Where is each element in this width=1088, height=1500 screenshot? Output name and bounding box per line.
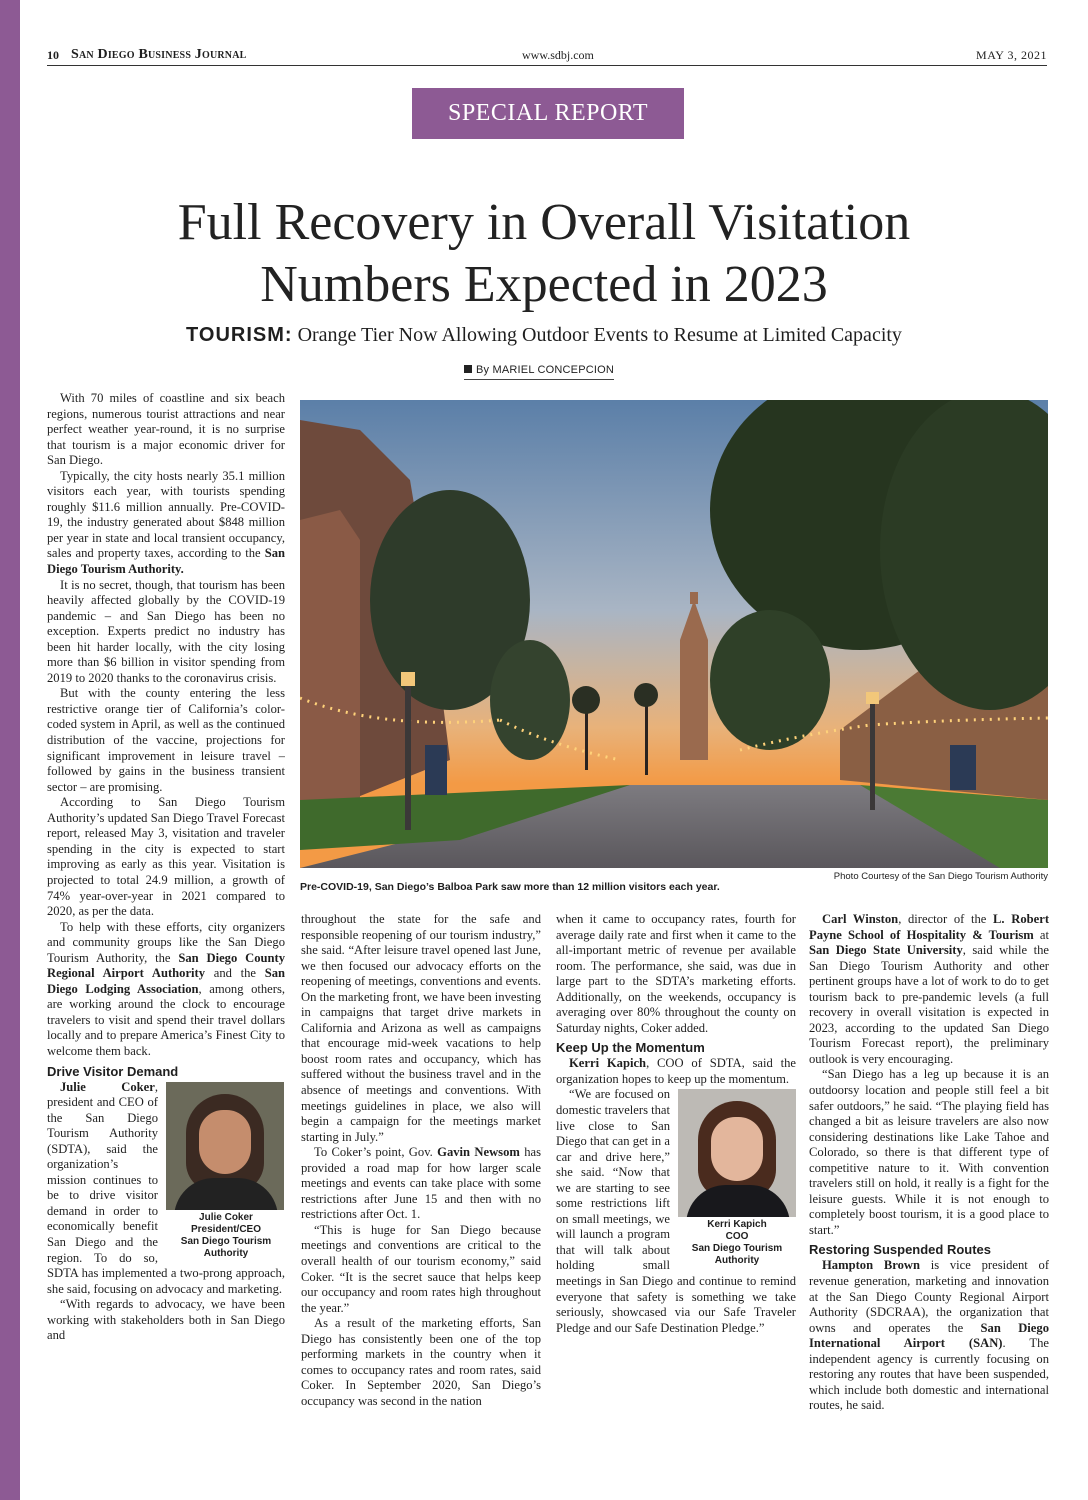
square-bullet-icon — [464, 365, 472, 373]
text-run: . The independent agency is currently focusing on restoring any routes that have been suspended, which include both domestic and international routes, he said. — [809, 1336, 1049, 1413]
headline-line-1: Full Recovery in Overall Visitation — [177, 194, 911, 251]
paragraph: According to San Diego Tourism Authority’s updated San Diego Travel Forecast report, released May 3, visitation and traveler spending in the city is expected to start improving as early as this year. Visitation is projected to total 24.9 million, a growth of 74% year-over-year in 2021 compared to 2020, as per the data. — [47, 795, 285, 919]
text-run: is vice president of revenue generation, marketing and innovation at the San Diego County Regional Airport Authority (SDCRAA), the organization that owns and operates the — [809, 1258, 1049, 1335]
paragraph — [47, 469, 285, 578]
special-report-banner — [412, 88, 684, 139]
side-accent-bar — [0, 0, 20, 1500]
bold-entity: San Diego Lodging Association — [47, 966, 285, 996]
caption-org: San Diego Tourism Authority — [180, 1235, 272, 1259]
paragraph: It is no secret, though, that tourism has been heavily affected globally by the COVID-19 pandemic – and San Diego has been no exception. Experts predict no industry has been hit harder locally, with the city losing more than $6 billion in visitor spending from 2019 to 2020 thanks to the coronavirus crisis. — [47, 577, 285, 685]
paragraph: As a result of the marketing efforts, San Diego has consistently been one of the top performing markets in the country when it comes to occupancy rates and room rates, said Coker. In September 2020, San Diego’s occupancy was second in the nation — [301, 1316, 541, 1408]
kerri-kapich-caption — [678, 1219, 796, 1267]
bold-entity: Kerri Kapich — [569, 1056, 647, 1071]
text-run: , said while the San Diego Tourism Authority and other pertinent groups have a lot of work to do to get tourism back to pre-pandemic levels (a full recovery in overall visitation is expected in 2023, according to the updated San Diego Tourism Forecast report), the preliminary outlook is very encouraging. — [809, 943, 1049, 1066]
bold-entity: San Diego International Airport (SAN) — [809, 1320, 1049, 1351]
article-column-3 — [556, 912, 796, 1492]
text-run: at — [1033, 927, 1049, 942]
bold-entity: L. Robert Payne School of Hospitality & Tourism — [809, 912, 1049, 942]
paragraph: But with the county entering the less restrictive orange tier of California’s color-coded system in April, as well as the continued distribution of the vaccine, projections for significant improvement in leisure travel – followed by gains in the business transient sector – are promising. — [47, 686, 285, 794]
publication-name: San Diego Business Journal — [71, 47, 247, 62]
bold-entity: Carl Winston — [822, 912, 899, 926]
byline-text: By MARIEL CONCEPCION — [476, 364, 615, 376]
bold-entity: Hampton Brown — [822, 1258, 920, 1273]
article-headline — [60, 192, 1028, 316]
text-run: , director of the — [898, 912, 994, 926]
paragraph — [47, 920, 285, 1060]
subhead-drive-visitor-demand: Drive Visitor Demand — [47, 1063, 179, 1079]
page-number: 10 — [47, 48, 59, 62]
page-header — [47, 46, 1047, 64]
main-photo-caption: Pre-COVID-19, San Diego’s Balboa Park saw more than 12 million visitors each year. — [300, 881, 720, 893]
paragraph — [301, 1145, 541, 1223]
text-run: , president and CEO of the San Diego Tourism Authority (SDTA), said the organization’s mission continues to be to drive visitor demand in order to economically benefit San Diego and the region. To do so, SDTA has implemented a two-prong approach, she said, focusing on advocacy and marketing. — [47, 1079, 285, 1296]
issue-date: MAY 3, 2021 — [976, 48, 1047, 62]
caption-name: Julie Coker — [199, 1211, 253, 1223]
text-run: To Coker’s point, Gov. — [314, 1145, 438, 1160]
balboa-park-photo — [300, 400, 1048, 868]
text-run: , COO of SDTA, said the organization hopes to keep up the momentum. — [556, 1056, 796, 1086]
caption-name: Kerri Kapich — [707, 1219, 767, 1231]
balboa-park-illustration — [300, 400, 1048, 868]
text-run: Typically, the city hosts nearly 35.1 million visitors each year, with tourists spending roughly $11.6 million annually. Pre-COVID-19, the industry generated about $848 million per year in state and local transient occupancy, sales and property taxes, according to the — [47, 468, 285, 561]
bold-entity: Gavin Newsom — [437, 1145, 520, 1160]
paragraph — [809, 912, 1049, 1067]
paragraph: “This is huge for San Diego because meetings and conventions are critical to the overall health of our tourism economy,” said Coker. “It is the secret sauce that helps keep our occupancy and room rates high throughout the year.” — [301, 1222, 541, 1315]
paragraph: when it came to occupancy rates, fourth for average daily rate and first when it came to the all-important metric of revenue per available room. The performance, she said, was due in large part to the SDTA’s marketing efforts. Additionally, on the weekends, occupancy is averaging over 80% throughout the county on Saturday nights, Coker added. — [556, 912, 796, 1035]
headline-line-2: Numbers Expected in 2023 — [260, 256, 828, 313]
paragraph: “With regards to advocacy, we have been working with stakeholders both in San Diego and — [47, 1297, 285, 1343]
paragraph: “San Diego has a leg up because it is an outdoorsy location and people still feel a bit safer outdoors,” he said. “The playing field has changed a bit as leisure travelers are also now considering destinations like Lake Tahoe and Colorado, so there is that different type of competitive nature to it. With convention travelers still on hold, it really is a fight for the leisure guests. While it is not enough to completely boost tourism, it is a good place to start.” — [809, 1067, 1049, 1237]
photo-credit: Photo Courtesy of the San Diego Tourism Authority — [833, 871, 1048, 882]
text-run: To help with these efforts, city organizers and community groups like the San Diego Tourism Authority, the — [47, 919, 285, 965]
byline — [464, 364, 614, 380]
subhead-keep-up-the-momentum: Keep Up the Momentum — [556, 1040, 705, 1056]
article-column-2 — [301, 912, 541, 1492]
subhead-restoring-suspended-routes: Restoring Suspended Routes — [809, 1242, 992, 1258]
article-column-1 — [47, 391, 285, 1491]
caption-title: President/CEO — [190, 1223, 262, 1235]
article-column-4 — [809, 912, 1049, 1492]
bold-entity: Julie Coker — [60, 1079, 155, 1094]
paragraph — [809, 1258, 1049, 1413]
bold-entity: San Diego County Regional Airport Authority — [47, 950, 285, 981]
julie-coker-photo-block — [166, 1082, 285, 1260]
paragraph: “We are focused on domestic travelers that live close to San Diego that can get in a car and drive here,” she said. “Now that we are starting to see some restrictions lift on small meetings, we will launch a program that will talk about holding small meetings in San Diego and continue to remind everyone that safety is something we take seriously, showcased via our Safe Traveler Pledge and our Safe Destination Pledge.” — [556, 1087, 796, 1335]
paragraph: With 70 miles of coastline and six beach regions, numerous tourist attractions and near perfect weather year-round, it is no surprise that tourism is a major economic driver for San Diego. — [47, 391, 285, 468]
article-deck — [60, 324, 1028, 347]
header-divider — [47, 65, 1047, 66]
bold-entity: San Diego State University — [809, 943, 963, 958]
deck-label: TOURISM: — [186, 324, 293, 346]
banner-label: SPECIAL REPORT — [447, 100, 649, 126]
kerri-kapich-portrait — [678, 1089, 796, 1217]
caption-title: COO — [725, 1231, 749, 1243]
text-run: , among others, are working around the clock to encourage travelers to visit and spend their travel dollars locally and to prepare America’s Finest City to welcome them back. — [47, 981, 285, 1058]
caption-org: San Diego Tourism Authority — [691, 1243, 783, 1267]
paragraph: throughout the state for the safe and responsible reopening of our tourism industry,” she said. “After leisure travel opened last June, we then focused our advocacy efforts on the reopening of meetings, conventions and events. On the marketing front, we have been investing in campaigns that target drive markets in California and Arizona as well as campaigns that encourage mid-week vacations to help boost room rates and occupancy, which has suffered without the business travel and in the absence of meetings and conventions. With meetings guidelines in place, we also will begin a campaign for the meetings market starting in July.” — [301, 912, 541, 1144]
text-run: has provided a road map for how larger scale meetings and events can take place with some restrictions after June 15 and then with no restrictions after Oct. 1. — [301, 1145, 541, 1222]
paragraph — [556, 1056, 796, 1087]
bold-entity: San Diego Tourism Authority. — [47, 546, 285, 577]
site-url[interactable]: www.sdbj.com — [522, 48, 594, 62]
text-run: and the — [205, 966, 265, 981]
deck-text: Orange Tier Now Allowing Outdoor Events to Resume at Limited Capacity — [297, 324, 902, 346]
julie-coker-caption — [166, 1212, 285, 1260]
kerri-kapich-photo-block — [678, 1089, 796, 1267]
julie-coker-portrait — [166, 1082, 284, 1210]
